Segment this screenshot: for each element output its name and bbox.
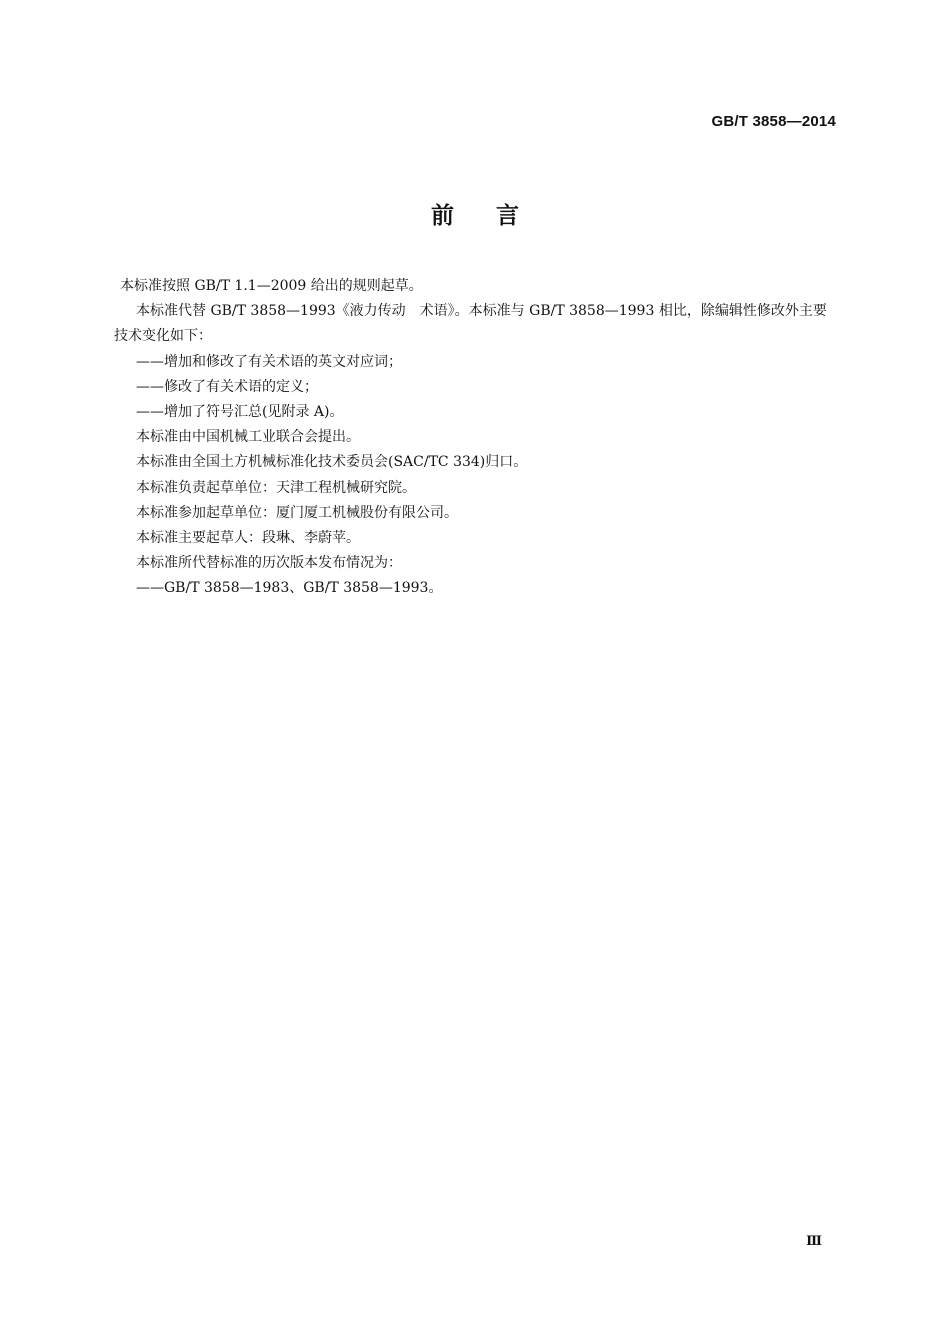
paragraph-proposer: 本标准由中国机械工业联合会提出。 (136, 429, 360, 446)
page-title (0, 197, 950, 230)
change-item-3: ——增加了符号汇总(见附录 A)。 (136, 404, 344, 421)
history-item: ——GB/T 3858—1983、GB/T 3858—1993。 (136, 580, 443, 597)
paragraph-committee: 本标准由全国土方机械标准化技术委员会(SAC/TC 334)归口。 (136, 454, 528, 471)
paragraph-history-intro: 本标准所代替标准的历次版本发布情况为： (136, 555, 402, 572)
paragraph-main-drafters: 本标准主要起草人：段琳、李蔚苹。 (136, 530, 360, 547)
change-item-2: ——修改了有关术语的定义； (136, 378, 318, 395)
paragraph-lead-drafter: 本标准负责起草单位：天津工程机械研究院。 (136, 479, 416, 496)
change-item-1: ——增加和修改了有关术语的英文对应词； (136, 353, 402, 370)
foreword-body (114, 274, 836, 602)
page-number: Ⅲ (806, 1234, 822, 1249)
title-char-2: 言 (496, 203, 519, 229)
title-char-1: 前 (431, 203, 454, 229)
paragraph-drafting-rules: 本标准按照 GB/T 1.1—2009 给出的规则起草。 (120, 278, 423, 294)
paragraph-participating-drafter: 本标准参加起草单位：厦门厦工机械股份有限公司。 (136, 504, 458, 521)
paragraph-replacement: 本标准代替 GB/T 3858—1993《液力传动 术语》。本标准与 GB/T 3858—1993 相比，除编辑性修改外主要技术变化如下： (114, 303, 827, 345)
standard-code: GB/T 3858—2014 (711, 113, 836, 130)
